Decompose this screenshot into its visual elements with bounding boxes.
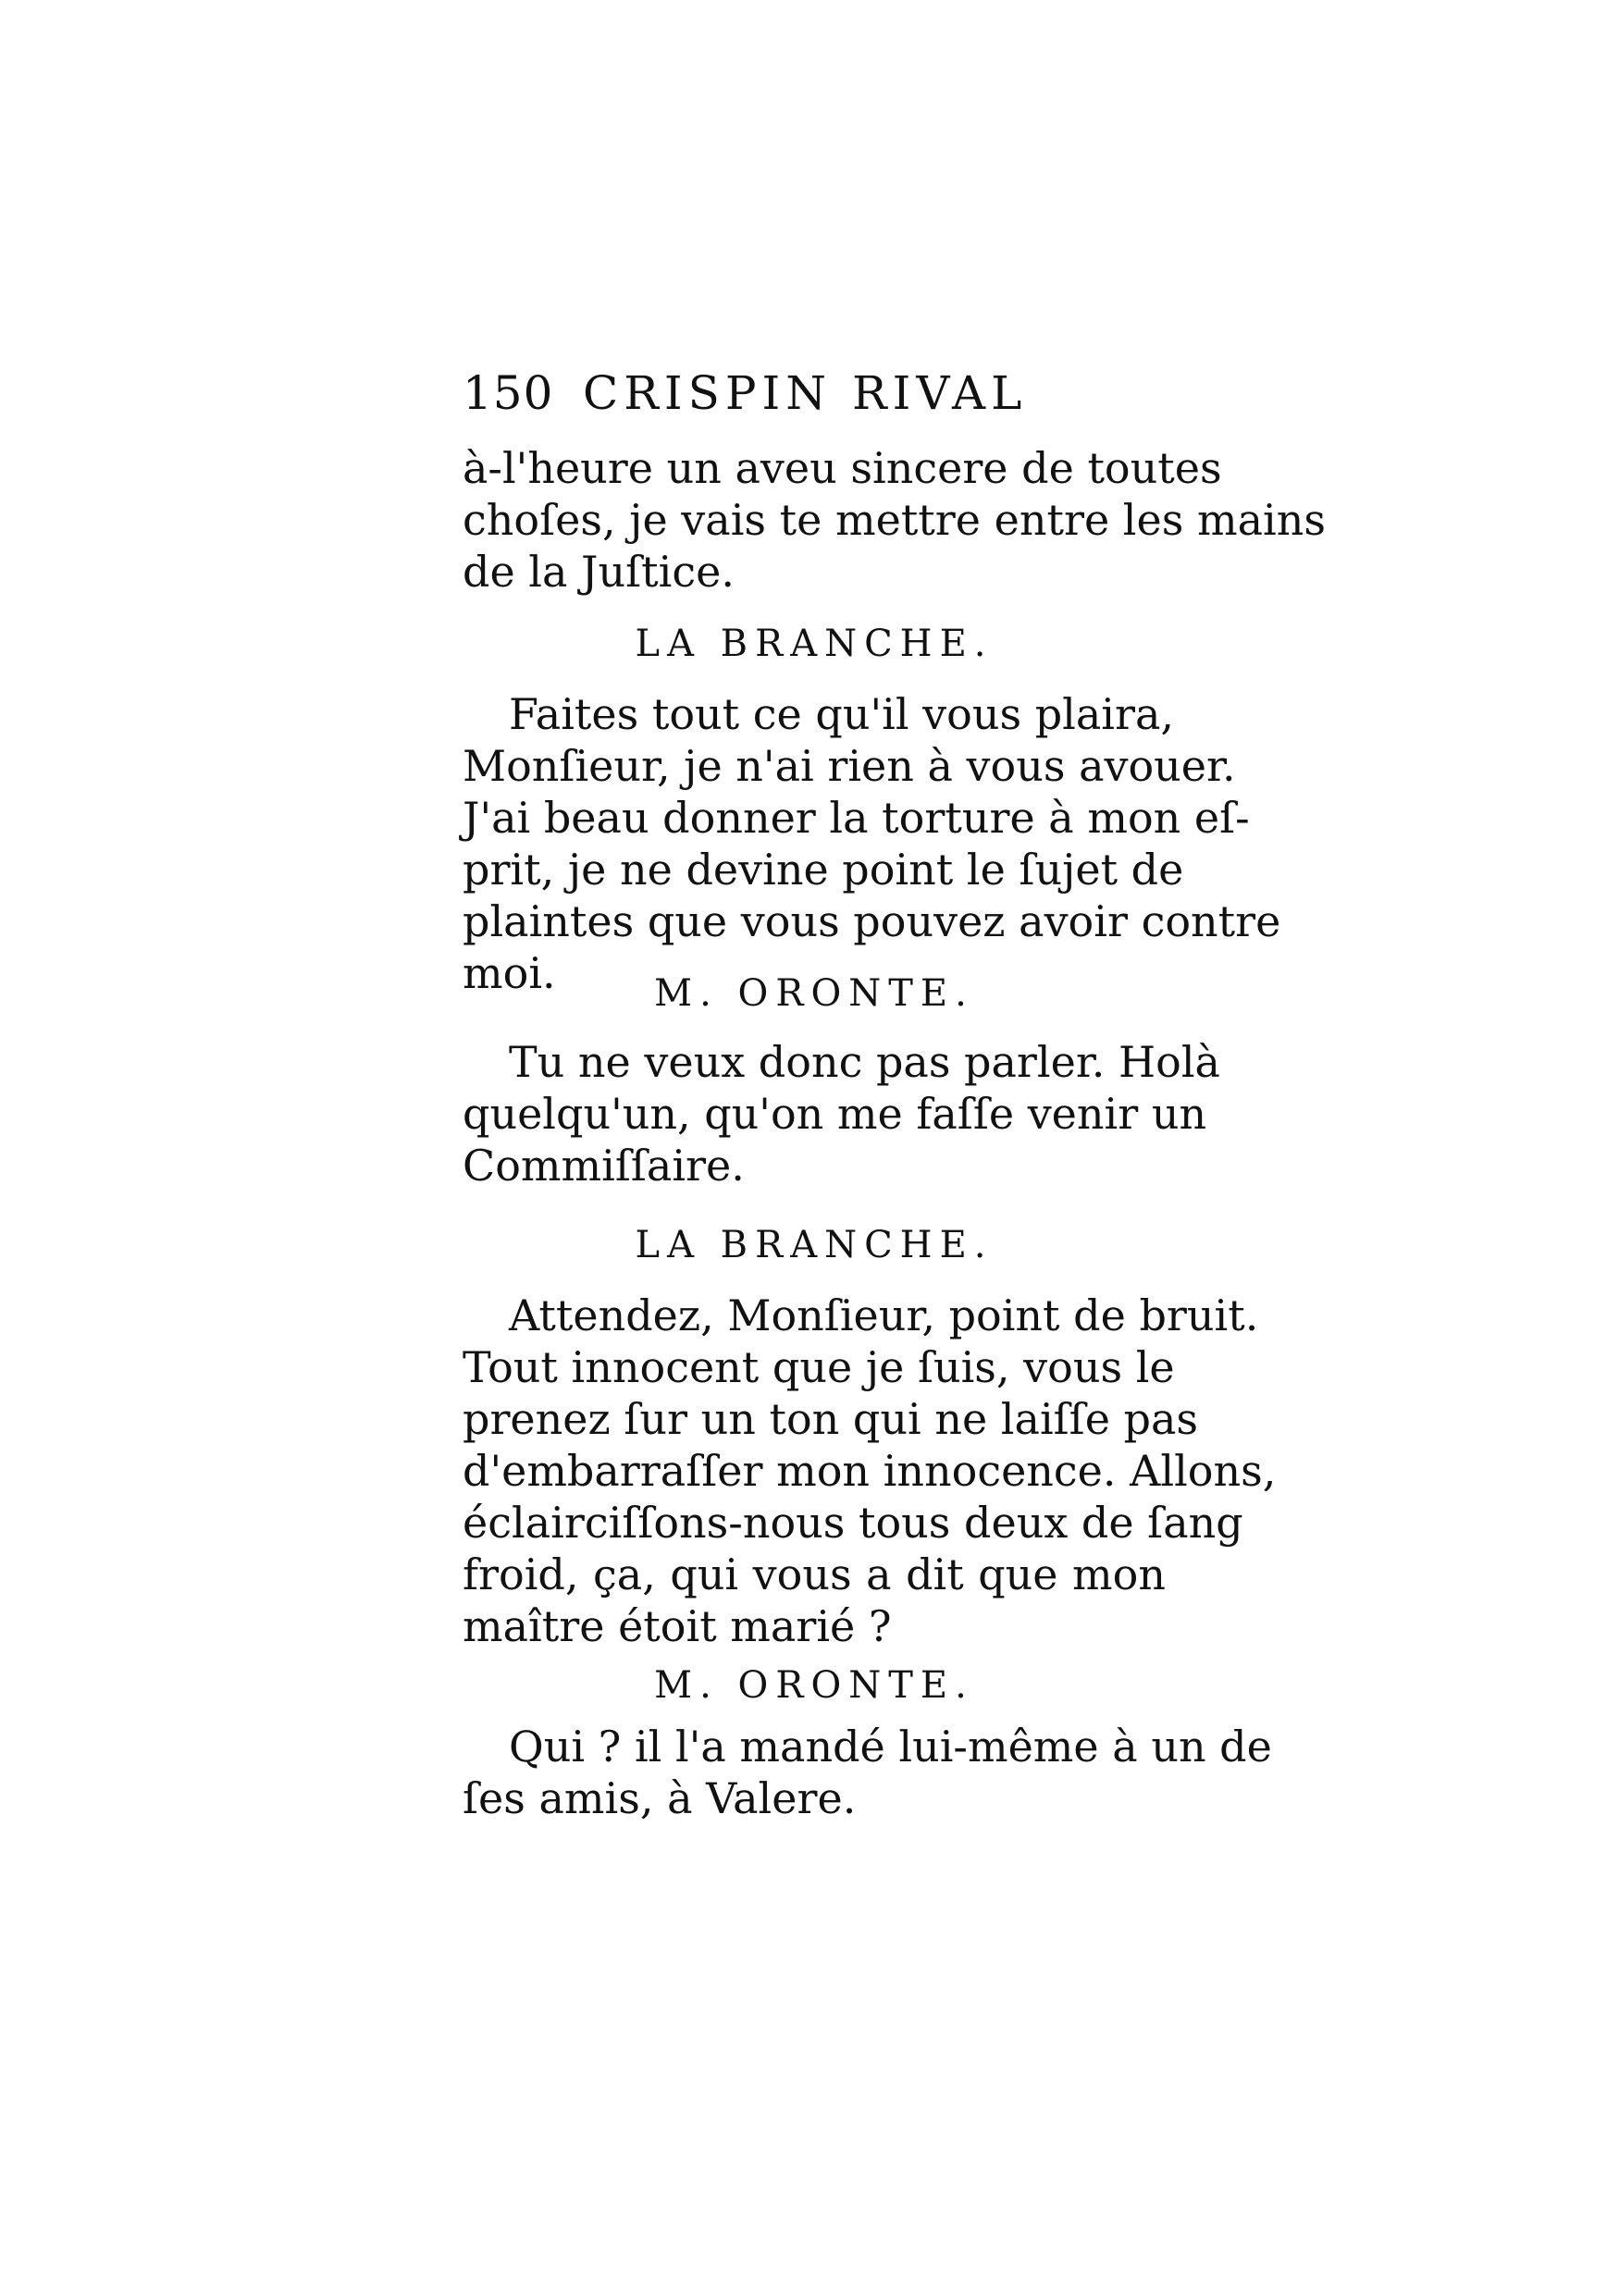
speaker-name: M. ORONTE. bbox=[654, 1664, 974, 1707]
speech-line: d'embarraſſer mon innocence. Allons, bbox=[463, 1446, 1277, 1496]
speech-line: plaintes que vous pouvez avoir contre bbox=[463, 896, 1281, 946]
speech-line: Tout innocent que je ſuis, vous le bbox=[463, 1342, 1175, 1392]
speech-line: Faites tout ce qu'il vous plaira, bbox=[509, 689, 1175, 739]
speaker-name: LA BRANCHE. bbox=[635, 1224, 994, 1266]
text-line: à-l'heure un aveu sincere de toutes bbox=[463, 443, 1222, 493]
speaker-name: LA BRANCHE. bbox=[635, 623, 994, 665]
speech-line: J'ai beau donner la torture à mon eſ- bbox=[463, 793, 1250, 843]
speech-line: maître étoit marié ? bbox=[463, 1601, 892, 1651]
page-header bbox=[463, 361, 1166, 426]
speech-line: Monſieur, je n'ai rien à vous avouer. bbox=[463, 741, 1236, 791]
speech-line: quelqu'un, qu'on me faſſe venir un bbox=[463, 1089, 1207, 1139]
speech-line: Qui ? il l'a mandé lui-même à un de bbox=[509, 1722, 1272, 1771]
speaker-name: M. ORONTE. bbox=[654, 972, 974, 1015]
speech-line: ſes amis, à Valere. bbox=[463, 1773, 857, 1823]
speech-line: moi. bbox=[463, 948, 556, 998]
speech-line: Tu ne veux donc pas parler. Holà bbox=[509, 1037, 1220, 1087]
speech-line: prenez ſur un ton qui ne laiſſe pas bbox=[463, 1394, 1199, 1444]
speech-line: Commiſſaire. bbox=[463, 1141, 745, 1191]
running-title: CRISPIN RIVAL bbox=[583, 366, 1028, 420]
speech-line: éclairciſſons-nous tous deux de ſang bbox=[463, 1498, 1243, 1548]
speech-line: prit, je ne devine point le ſujet de bbox=[463, 845, 1184, 895]
speech-line: froid, ça, qui vous a dit que mon bbox=[463, 1549, 1166, 1599]
text-line: choſes, je vais te mettre entre les mains bbox=[463, 495, 1326, 545]
page-number: 150 bbox=[463, 366, 554, 420]
text-line: de la Juſtice. bbox=[463, 547, 735, 597]
speech-line: Attendez, Monſieur, point de bruit. bbox=[509, 1290, 1259, 1340]
